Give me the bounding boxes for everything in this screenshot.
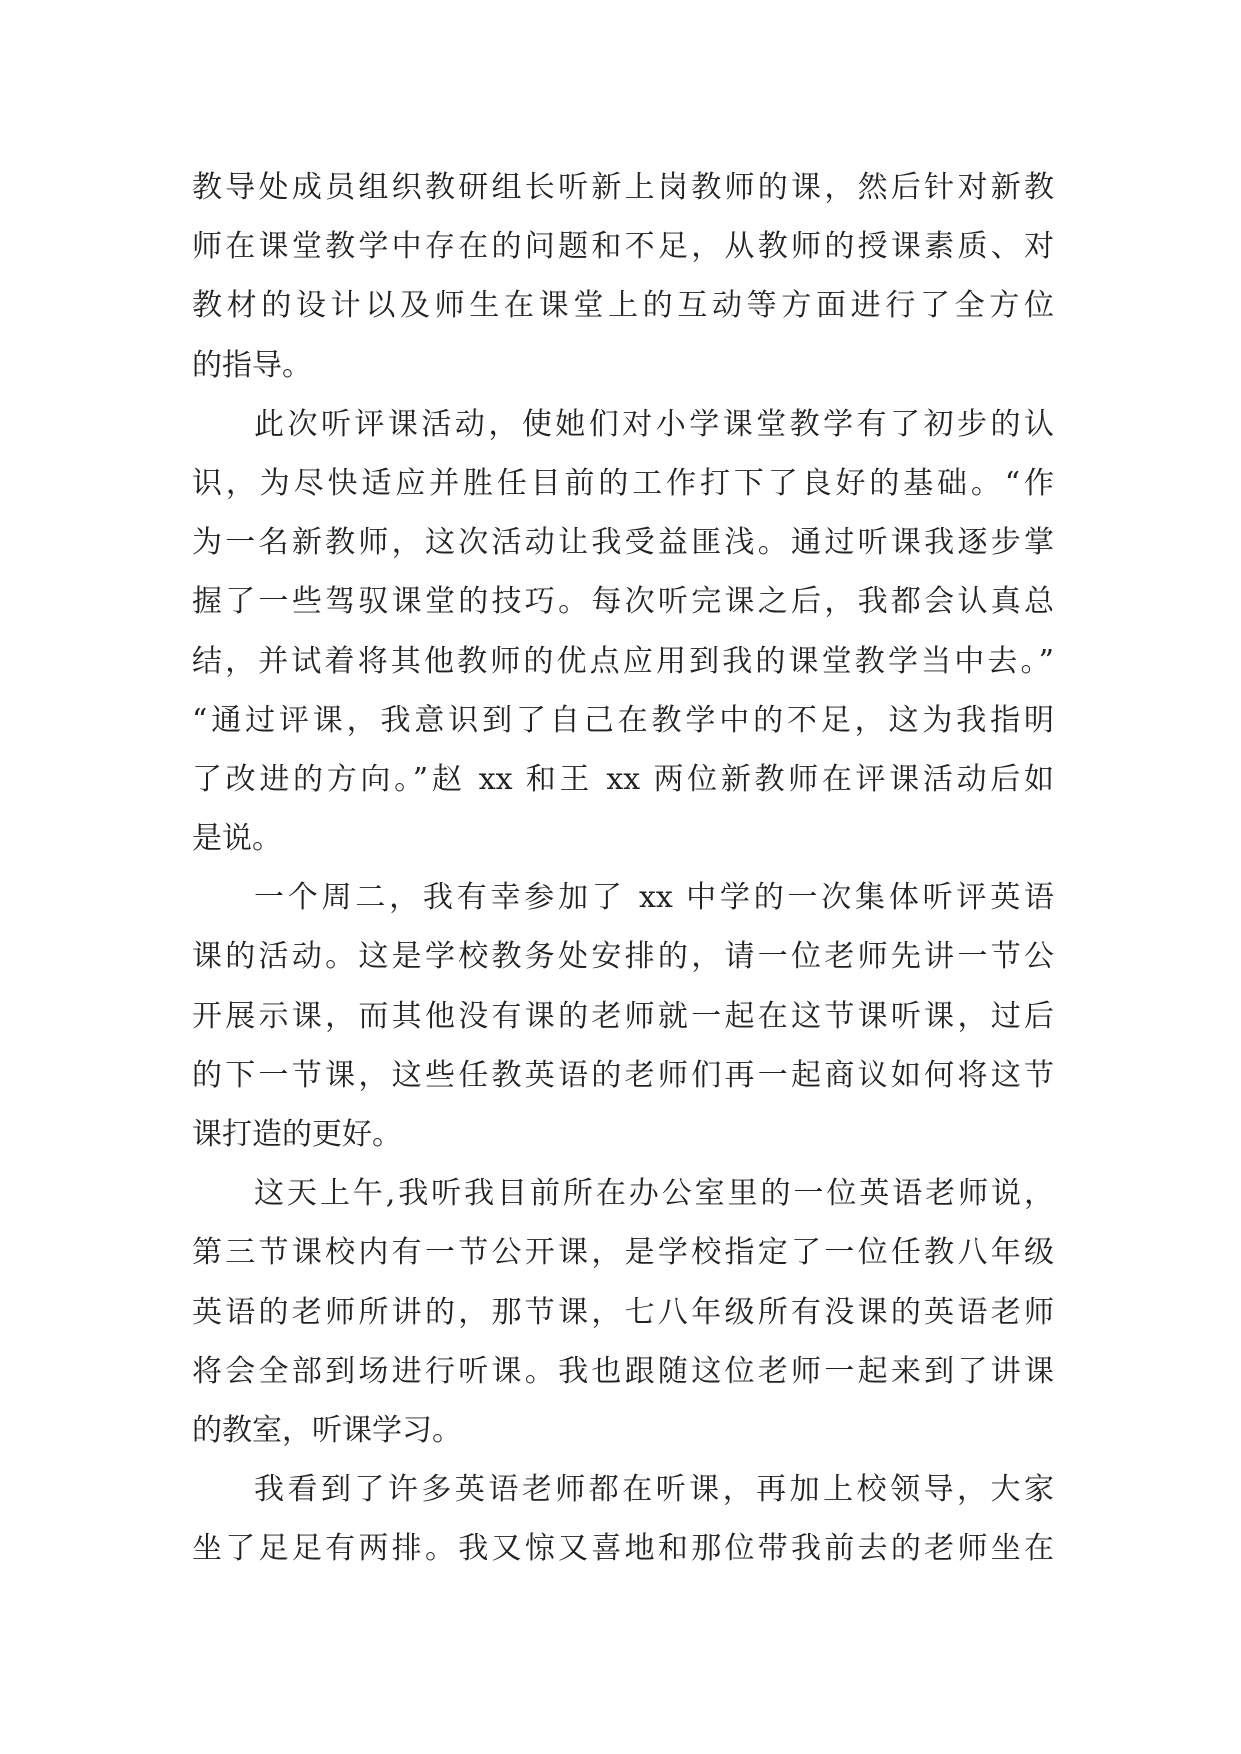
paragraph-3-line-4: 的下一节课，这些任教英语的老师们再一起商议如何将这节 bbox=[192, 1057, 1054, 1093]
paragraph-1-line-3: 教材的设计以及师生在课堂上的互动等方面进行了全方位 bbox=[192, 288, 1054, 324]
paragraph-2-line-1: 此次听评课活动，使她们对小学课堂教学有了初步的认 bbox=[254, 406, 1054, 442]
paragraph-2-line-7: 了改进的方向。”赵 xx 和王 xx 两位新教师在评课活动后如 bbox=[192, 761, 1054, 797]
paragraph-5-line-1: 我看到了许多英语老师都在听课，再加上校领导，大家 bbox=[254, 1472, 1054, 1508]
paragraph-3-line-5: 课打造的更好。 bbox=[192, 1117, 402, 1152]
paragraph-4-line-1: 这天上午,我听我目前所在办公室里的一位英语老师说， bbox=[254, 1176, 1054, 1212]
paragraph-1-line-2: 师在课堂教学中存在的问题和不足，从教师的授课素质、对 bbox=[192, 229, 1054, 265]
paragraph-1-line-4: 的指导。 bbox=[192, 347, 312, 383]
paragraph-3-line-1: 一个周二，我有幸参加了 xx 中学的一次集体听评英语 bbox=[254, 880, 1054, 916]
paragraph-2-line-5: 结，并试着将其他教师的优点应用到我的课堂教学当中去。” bbox=[192, 643, 1054, 679]
paragraph-5-line-2: 坐了足足有两排。我又惊又喜地和那位带我前去的老师坐在 bbox=[192, 1531, 1054, 1567]
paragraph-4-line-3: 英语的老师所讲的，那节课，七八年级所有没课的英语老师 bbox=[192, 1294, 1054, 1330]
paragraph-4-line-5: 的教室，听课学习。 bbox=[192, 1412, 462, 1448]
paragraph-4-line-4: 将会全部到场进行听课。我也跟随这位老师一起来到了讲课 bbox=[192, 1353, 1054, 1389]
paragraph-1-line-1: 教导处成员组织教研组长听新上岗教师的课，然后针对新教 bbox=[192, 170, 1054, 205]
paragraph-2-line-6: “通过评课，我意识到了自己在教学中的不足，这为我指明 bbox=[192, 702, 1054, 738]
paragraph-3-line-3: 开展示课，而其他没有课的老师就一起在这节课听课，过后 bbox=[192, 998, 1054, 1034]
paragraph-3-line-2: 课的活动。这是学校教务处安排的，请一位老师先讲一节公 bbox=[192, 939, 1054, 975]
paragraph-2-line-8: 是说。 bbox=[192, 821, 282, 857]
paragraph-2-line-3: 为一名新教师，这次活动让我受益匪浅。通过听课我逐步掌 bbox=[192, 525, 1054, 561]
paragraph-2-line-2: 识，为尽快适应并胜任目前的工作打下了良好的基础。“作 bbox=[192, 465, 1054, 501]
document-body bbox=[192, 158, 1054, 1579]
paragraph-4-line-2: 第三节课校内有一节公开课，是学校指定了一位任教八年级 bbox=[192, 1235, 1054, 1271]
paragraph-2-line-4: 握了一些驾驭课堂的技巧。每次听完课之后，我都会认真总 bbox=[192, 584, 1054, 620]
